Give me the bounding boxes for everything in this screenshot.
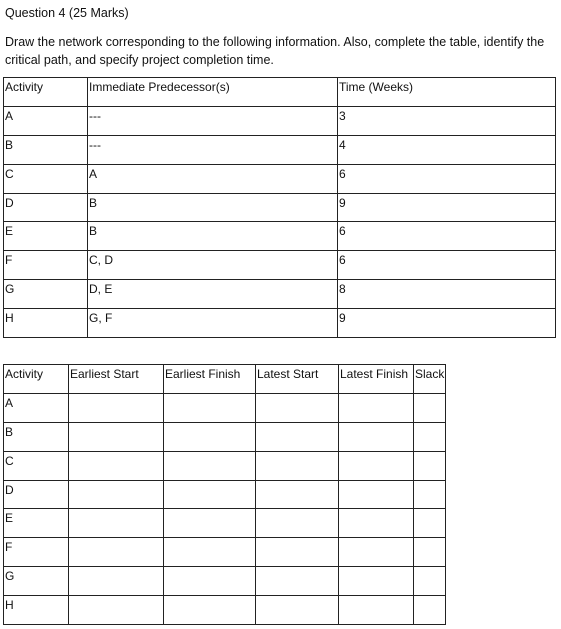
header-label: Latest Start [257,367,319,381]
activity-table-header-cell [338,78,556,107]
cell-value: G [5,282,15,297]
schedule-activity-cell [4,538,69,567]
schedule-table-header-cell [256,365,339,394]
cell-value: B [5,137,14,152]
header-label: Time (Weeks) [339,80,414,94]
activity-label: F [5,540,13,555]
schedule-blank-cell[interactable] [256,480,339,509]
schedule-blank-cell[interactable] [164,422,256,451]
activity-table-row [4,193,556,222]
schedule-blank-cell[interactable] [339,567,414,596]
schedule-blank-cell[interactable] [164,538,256,567]
activity-table-cell [4,135,88,164]
activity-label: A [5,395,14,410]
schedule-blank-cell[interactable] [414,509,446,538]
schedule-blank-cell[interactable] [256,393,339,422]
activity-table-cell [88,222,338,251]
cell-value: C, D [89,253,113,268]
activity-table-cell [4,280,88,309]
cell-value: H [5,311,14,326]
schedule-activity-cell [4,393,69,422]
schedule-blank-cell[interactable] [414,422,446,451]
schedule-blank-cell[interactable] [69,509,164,538]
schedule-blank-cell[interactable] [69,422,164,451]
schedule-table-row [4,509,446,538]
schedule-blank-cell[interactable] [256,451,339,480]
schedule-activity-cell [4,451,69,480]
activity-table-cell [88,193,338,222]
activity-table-cell [338,280,556,309]
cell-value: B [89,224,98,239]
header-label: Earliest Start [70,367,139,381]
activity-table-cell [88,280,338,309]
schedule-blank-cell[interactable] [339,422,414,451]
header-label: Activity [5,367,44,381]
cell-value: 6 [339,253,346,268]
schedule-blank-cell[interactable] [414,538,446,567]
activity-table-cell [338,164,556,193]
schedule-table-header-cell [4,365,69,394]
activity-table [3,77,556,338]
schedule-blank-cell[interactable] [69,567,164,596]
activity-table-cell [4,251,88,280]
schedule-table-row [4,480,446,509]
cell-value: 9 [339,195,346,210]
header-label: Latest Finish [340,367,409,381]
cell-value: 8 [339,282,346,297]
cell-value: 6 [339,166,346,181]
cell-value: C [5,166,14,181]
schedule-blank-cell[interactable] [256,567,339,596]
question-title: Question 4 (25 Marks) [5,6,129,20]
activity-label: H [5,598,14,613]
schedule-blank-cell[interactable] [69,596,164,625]
activity-table-cell [338,193,556,222]
activity-table-cell [4,193,88,222]
cell-value: 6 [339,224,346,239]
activity-table-cell [88,164,338,193]
schedule-table-row [4,451,446,480]
activity-label: D [5,482,14,497]
activity-table-cell [4,164,88,193]
schedule-blank-cell[interactable] [164,480,256,509]
cell-value: --- [89,108,101,123]
instructions-text: Draw the network corresponding to the following information. Also, complete the table, identify the critical path, and specify project completion time. [5,35,545,67]
schedule-blank-cell[interactable] [339,509,414,538]
activity-table-cell [4,106,88,135]
schedule-blank-cell[interactable] [69,480,164,509]
schedule-table-header-cell [414,365,446,394]
schedule-table-header-cell [164,365,256,394]
cell-value: 9 [339,311,346,326]
cell-value: 4 [339,137,346,152]
schedule-activity-cell [4,567,69,596]
cell-value: A [5,108,14,123]
schedule-blank-cell[interactable] [339,596,414,625]
activity-table-cell [4,309,88,338]
activity-table-row [4,135,556,164]
activity-table-cell [88,251,338,280]
activity-label: E [5,511,14,526]
schedule-table-header-row [4,365,446,394]
schedule-table-row [4,538,446,567]
schedule-blank-cell[interactable] [69,538,164,567]
schedule-blank-cell[interactable] [164,393,256,422]
schedule-table-row [4,596,446,625]
activity-table-row [4,309,556,338]
schedule-blank-cell[interactable] [414,451,446,480]
activity-table-cell [338,251,556,280]
activity-table-cell [88,309,338,338]
schedule-table-header-cell [69,365,164,394]
activity-table-cell [338,222,556,251]
activity-table-cell [338,309,556,338]
schedule-blank-cell[interactable] [164,567,256,596]
header-label: Earliest Finish [165,367,241,381]
header-label: Immediate Predecessor(s) [89,80,230,94]
schedule-blank-cell[interactable] [69,451,164,480]
activity-label: G [5,569,15,584]
schedule-table [3,364,446,625]
activity-table-row [4,164,556,193]
cell-value: D [5,195,14,210]
schedule-table-header-cell [339,365,414,394]
activity-label: B [5,424,14,439]
header-label: Activity [5,80,44,94]
schedule-blank-cell[interactable] [164,596,256,625]
activity-table-cell [88,135,338,164]
schedule-activity-cell [4,480,69,509]
activity-table-cell [88,106,338,135]
activity-table-header-row [4,78,556,107]
activity-label: C [5,453,14,468]
schedule-blank-cell[interactable] [164,509,256,538]
schedule-blank-cell[interactable] [414,480,446,509]
schedule-blank-cell[interactable] [256,422,339,451]
activity-table-header-cell [4,78,88,107]
schedule-blank-cell[interactable] [414,596,446,625]
schedule-blank-cell[interactable] [414,393,446,422]
schedule-blank-cell[interactable] [256,538,339,567]
cell-value: A [89,166,98,181]
cell-value: B [89,195,98,210]
schedule-blank-cell[interactable] [339,393,414,422]
schedule-blank-cell[interactable] [256,596,339,625]
activity-table-row [4,251,556,280]
activity-table-row [4,280,556,309]
cell-value: G, F [89,311,113,326]
schedule-table-row [4,422,446,451]
cell-value: E [5,224,14,239]
cell-value: 3 [339,108,346,123]
schedule-blank-cell[interactable] [69,393,164,422]
schedule-blank-cell[interactable] [339,538,414,567]
schedule-table-row [4,567,446,596]
schedule-activity-cell [4,422,69,451]
activity-table-row [4,222,556,251]
schedule-blank-cell[interactable] [414,567,446,596]
activity-table-cell [4,222,88,251]
schedule-blank-cell[interactable] [339,480,414,509]
schedule-table-row [4,393,446,422]
cell-value: --- [89,137,101,152]
activity-table-cell [338,106,556,135]
activity-table-row [4,106,556,135]
schedule-blank-cell[interactable] [256,509,339,538]
cell-value: D, E [89,282,113,297]
schedule-blank-cell[interactable] [164,451,256,480]
schedule-activity-cell [4,509,69,538]
cell-value: F [5,253,13,268]
schedule-blank-cell[interactable] [339,451,414,480]
activity-table-header-cell [88,78,338,107]
activity-table-cell [338,135,556,164]
schedule-activity-cell [4,596,69,625]
header-label: Slack [415,367,445,381]
